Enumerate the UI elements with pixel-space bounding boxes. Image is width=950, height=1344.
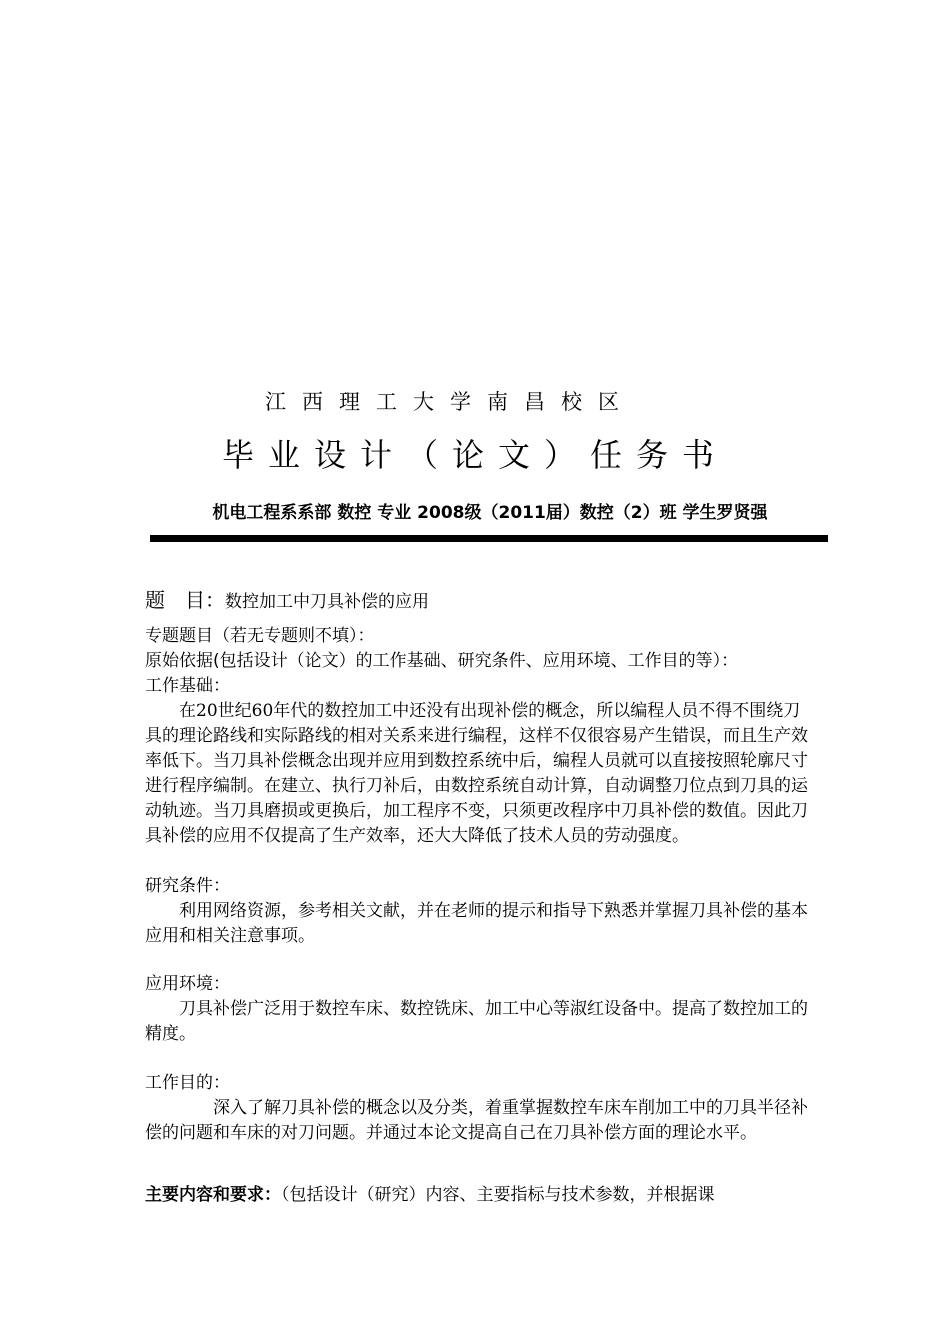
work-purpose-text: 深入了解刀具补偿的概念以及分类，着重掌握数控车床车削加工中的刀具半径补偿的问题和车床的对刀问题。并通过本论文提高自己在刀具补偿方面的理论水平。 bbox=[145, 1098, 808, 1143]
work-purpose-heading: 工作目的： bbox=[145, 1073, 230, 1093]
application-env-section bbox=[145, 972, 810, 1047]
original-basis-line bbox=[145, 649, 825, 674]
work-basis-section bbox=[145, 674, 810, 849]
research-conditions-text: 利用网络资源，参考相关文献，并在老师的提示和指导下熟悉并掌握刀具补偿的基本应用和相关注意事项。 bbox=[145, 901, 808, 946]
school-name: 江西理工大学南昌校区 bbox=[265, 390, 635, 414]
student-info-line: 机电工程系系部 数控 专业 2008级（2011届）数控（2）班 学生罗贤强 bbox=[212, 503, 768, 523]
header-divider bbox=[150, 535, 828, 542]
original-basis-note: 包括设计（论文）的工作基础、研究条件、应用环境、工作目的等）： bbox=[219, 651, 739, 671]
work-basis-heading: 工作基础： bbox=[145, 676, 230, 696]
special-topic-note: （若无专题则不填）： bbox=[213, 626, 375, 646]
special-topic-label: 专题题目 bbox=[145, 626, 213, 646]
main-content-label: 主要内容和要求： bbox=[145, 1185, 281, 1205]
main-content-line bbox=[145, 1183, 825, 1208]
topic-value: 数控加工中刀具补偿的应用 bbox=[225, 592, 429, 612]
application-env-text: 刀具补偿广泛用于数控车床、数控铣床、加工中心等淑红设备中。提高了数控加工的精度。 bbox=[145, 999, 808, 1044]
special-topic-line bbox=[145, 624, 810, 649]
topic-label: 题 目： bbox=[145, 588, 225, 612]
main-content-text: （包括设计（研究）内容、主要指标与技术参数，并根据课 bbox=[281, 1185, 715, 1205]
work-basis-text: 在20世纪60年代的数控加工中还没有出现补偿的概念，所以编程人员不得不围绕刀具的理论路线和实际路线的相对关系来进行编程，这样不仅很容易产生错误，而且生产效率低下。当刀具补偿概念出现并应用到数控系统中后，编程人员就可以直接按照轮廓尺寸进行程序编制。在建立、执行刀补后，由数控系统自动计算，自动调整刀位点到刀具的运动轨迹。当刀具磨损或更换后，加工程序不变，只须更改程序中刀具补偿的数值。因此刀具补偿的应用不仅提高了生产效率，还大大降低了技术人员的劳动强度。 bbox=[145, 701, 808, 846]
topic-line bbox=[145, 586, 810, 616]
work-purpose-section bbox=[145, 1071, 810, 1146]
research-conditions-section bbox=[145, 874, 810, 949]
original-basis-label: 原始依据( bbox=[145, 651, 220, 671]
research-conditions-heading: 研究条件： bbox=[145, 876, 230, 896]
application-env-heading: 应用环境： bbox=[145, 974, 230, 994]
document-title: 毕业设计（论文）任务书 bbox=[221, 436, 728, 474]
